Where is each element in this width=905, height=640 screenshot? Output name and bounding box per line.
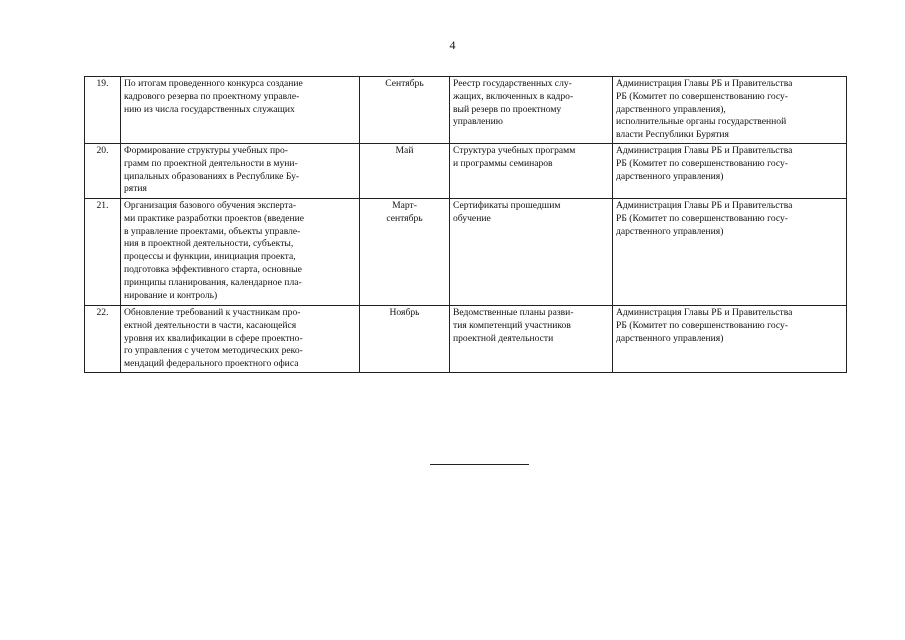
executor-text: Администрация Главы РБ и Правительства: [616, 307, 793, 318]
term-text: Ноябрь: [389, 307, 420, 318]
result-cell: [450, 199, 613, 306]
event-text: подготовка эффективного старта, основные: [124, 263, 302, 275]
event-text: Формирование структуры учебных про-: [124, 145, 288, 156]
result-text: Структура учебных программ: [453, 145, 576, 156]
row-number: 22.: [85, 306, 121, 373]
table-row: [85, 306, 847, 373]
result-text: жащих, включенных в кадро-: [453, 90, 574, 102]
event-text: Обновление требований к участникам про-: [124, 307, 301, 318]
executor-text: дарственного управления),: [616, 103, 726, 115]
result-text: тия компетенций участников: [453, 319, 571, 331]
executor-text: Администрация Главы РБ и Правительства: [616, 200, 793, 211]
event-text: нирование и контроль): [124, 289, 218, 301]
event-text: ния в проектной деятельности, субъекты,: [124, 238, 294, 250]
footer-divider: [430, 464, 529, 465]
result-text: Ведомственные планы разви-: [453, 307, 574, 318]
event-text: рятия: [124, 183, 147, 195]
event-text: ми практике разработки проектов (введение: [124, 212, 304, 224]
result-text: вый резерв по проектному: [453, 103, 562, 115]
event-text: го управления с учетом методических реко-: [124, 345, 303, 357]
result-text: управлению: [453, 116, 503, 128]
executor-cell: [613, 199, 847, 306]
term-cell: [360, 199, 450, 306]
result-cell: [450, 306, 613, 373]
event-cell: [121, 199, 360, 306]
executor-text: РБ (Комитет по совершенствованию госу-: [616, 212, 788, 224]
executor-text: РБ (Комитет по совершенствованию госу-: [616, 319, 788, 331]
executor-cell: [613, 144, 847, 199]
executor-text: исполнительные органы государственной: [616, 116, 787, 128]
term-cell: [360, 144, 450, 199]
row-number: 19.: [85, 77, 121, 144]
term-text: Сентябрь: [385, 78, 424, 89]
table-row: [85, 77, 847, 144]
row-number: 21.: [85, 199, 121, 306]
event-cell: [121, 144, 360, 199]
executor-text: РБ (Комитет по совершенствованию госу-: [616, 157, 788, 169]
result-cell: [450, 77, 613, 144]
executor-cell: [613, 77, 847, 144]
event-text: уровня их квалификации в сфере проектно-: [124, 332, 303, 344]
result-cell: [450, 144, 613, 199]
table-row: [85, 144, 847, 199]
event-text: в управление проектами, объекты управле-: [124, 225, 301, 237]
event-text: принципы планирования, календарное пла-: [124, 276, 302, 288]
event-text: кадрового резерва по проектному управле-: [124, 90, 300, 102]
result-text: проектной деятельности: [453, 332, 554, 344]
event-text: процессы и функции, инициация проекта,: [124, 251, 296, 263]
event-text: нию из числа государственных служащих: [124, 103, 295, 115]
term-text: Май: [395, 145, 414, 156]
event-text: ципальных образованиях в Республике Бу-: [124, 170, 300, 182]
executor-text: Администрация Главы РБ и Правительства: [616, 145, 793, 156]
term-text: Март-: [392, 200, 417, 211]
term-cell: [360, 77, 450, 144]
event-text: мендаций федерального проектного офиса: [124, 358, 299, 370]
row-number: 20.: [85, 144, 121, 199]
executor-cell: [613, 306, 847, 373]
event-text: Организация базового обучения эксперта-: [124, 200, 297, 211]
result-text: обучение: [453, 212, 491, 224]
term-cell: [360, 306, 450, 373]
executor-text: дарственного управления): [616, 170, 724, 182]
result-text: и программы семинаров: [453, 157, 553, 169]
event-text: грамм по проектной деятельности в муни-: [124, 157, 298, 169]
executor-text: Администрация Главы РБ и Правительства: [616, 78, 793, 89]
executor-text: РБ (Комитет по совершенствованию госу-: [616, 90, 788, 102]
result-text: Сертификаты прошедшим: [453, 200, 561, 211]
activity-plan-table: [84, 76, 847, 373]
event-text: ектной деятельности в части, касающейся: [124, 319, 297, 331]
event-text: По итогам проведенного конкурса создание: [124, 78, 303, 89]
table-row: [85, 199, 847, 306]
event-cell: [121, 77, 360, 144]
page-number: 4: [449, 38, 456, 52]
result-text: Реестр государственных слу-: [453, 78, 572, 89]
event-cell: [121, 306, 360, 373]
executor-text: дарственного управления): [616, 332, 724, 344]
executor-text: дарственного управления): [616, 225, 724, 237]
term-text: сентябрь: [386, 212, 423, 224]
executor-text: власти Республики Бурятия: [616, 129, 729, 141]
